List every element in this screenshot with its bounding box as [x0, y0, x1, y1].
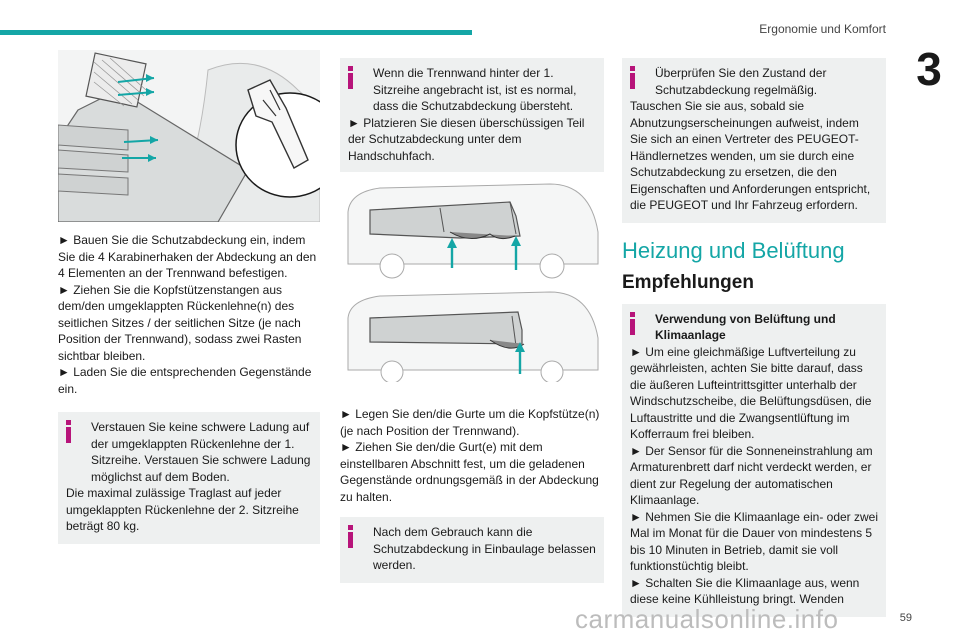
cover-installation-illustration: [58, 50, 320, 222]
note-replace-cover-text: Tauschen Sie sie aus, sobald sie Abnutzungserscheinungen aufweist, indem Sie sich an einen Vertreter des PEUGEOT-Händlernetzes wenden, um sie durch eine Schutzabdeckung zu ersetzen, die den Eigenschaften und Anforderungen entspricht, die PEUGEOT und Ihr Fahrzeug erfordern.: [630, 99, 871, 212]
note-monthly-ac: ► Nehmen Sie die Klimaanlage ein- oder zwei Mal im Monat für die Dauer von mindestens 5 bis 10 Minuten in Betrieb, damit sie voll funktionstüchtig bleibt.: [630, 509, 879, 573]
note-max-load-text: Die maximal zulässige Traglast auf jeder umgeklappten Rückenlehne der 2. Sitzreihe beträgt 80 kg.: [66, 486, 299, 533]
section-title: Ergonomie und Komfort: [759, 22, 886, 36]
instruction-install-cover: ► Bauen Sie die Schutzabdeckung ein, indem Sie die 4 Karabinerhaken der Abdeckung an den 4 Elementen an der Trennwand befestigen.: [58, 233, 317, 280]
section-heading-heating: Heizung und Belüftung: [622, 237, 845, 263]
note-leave-installed-text: Nach dem Gebrauch kann die Schutzabdeckung in Einbaulage belassen werden.: [373, 525, 596, 572]
info-note-overhang: [340, 58, 604, 173]
instruction-tighten-straps: ► Ziehen Sie den/die Gurt(e) mit dem einstellbaren Abschnitt fest, um die geladenen Gegenstände ordnungsgemäß in der Abdeckung zu halten.: [340, 440, 599, 504]
note-glovebox-text: ► Platzieren Sie diesen überschüssigen Teil der Schutzabdeckung unter dem Handschuhfach.: [348, 115, 585, 163]
info-note-check-cover: [622, 58, 886, 223]
van-cover-illustration-bottom: [340, 282, 604, 382]
note-sun-sensor: ► Der Sensor für die Sonneneinstrahlung am Armaturenbrett darf nicht verdeckt werden, er dient zur Regelung der automatischen Klimaanlage.: [630, 443, 873, 507]
note-air-distribution: ► Um eine gleichmäßige Luftverteilung zu gewährleisten, achten Sie bitte darauf, dass die äußeren Lufteintrittsgitter unterhalb der Windschutzscheibe, die Belüftungsdüsen, die Luftaustritte und die Zwangsentlüftung im Kofferraum frei bleiben.: [630, 344, 872, 441]
header-accent-bar: [0, 30, 472, 35]
instruction-load-items: ► Laden Sie die entsprechenden Gegenstände ein.: [58, 365, 312, 396]
info-icon: [630, 312, 635, 335]
van-cover-illustration-top: [340, 172, 604, 280]
subsection-heading-recommendations: Empfehlungen: [622, 272, 754, 293]
note-heavy-load-text: Verstauen Sie keine schwere Ladung auf der umgeklappten Rückenlehne der 1. Sitzreihe. Verstauen Sie schwere Ladung möglichst auf dem Boden.: [91, 420, 311, 484]
info-icon: [348, 525, 353, 548]
watermark: carmanualsonline.info: [575, 604, 839, 634]
page-number: 59: [899, 612, 912, 624]
note-ventilation-title: Verwendung von Belüftung und Klimaanlage: [655, 311, 836, 342]
note-check-cover-text: Überprüfen Sie den Zustand der Schutzabdeckung regelmäßig.: [655, 66, 827, 97]
note-ac-off: ► Schalten Sie die Klimaanlage aus, wenn diese keine Kühlleistung bringt. Wenden: [630, 575, 860, 606]
info-note-ventilation: [622, 304, 886, 617]
info-icon: [630, 66, 635, 89]
info-note-heavy-load: [58, 412, 320, 544]
info-note-leave-installed: [340, 517, 604, 583]
chapter-number: 3: [898, 44, 960, 94]
note-overhang-text: Wenn die Trennwand hinter der 1. Sitzreihe angebracht ist, ist es normal, dass die Schutzabdeckung übersteht.: [373, 66, 577, 113]
info-icon: [66, 420, 71, 443]
instruction-straps-headrest: ► Legen Sie den/die Gurte um die Kopfstütze(n) (je nach Position der Trennwand).: [340, 407, 600, 438]
instruction-pull-headrest: ► Ziehen Sie die Kopfstützenstangen aus dem/den umgeklappten Rückenlehne(n) des seitlichen Sitzes / der seitlichen Sitze (je nach Position der Trennwand), sodass zwei Rasten sichtbar bleiben.: [58, 282, 302, 363]
info-icon: [348, 66, 353, 89]
